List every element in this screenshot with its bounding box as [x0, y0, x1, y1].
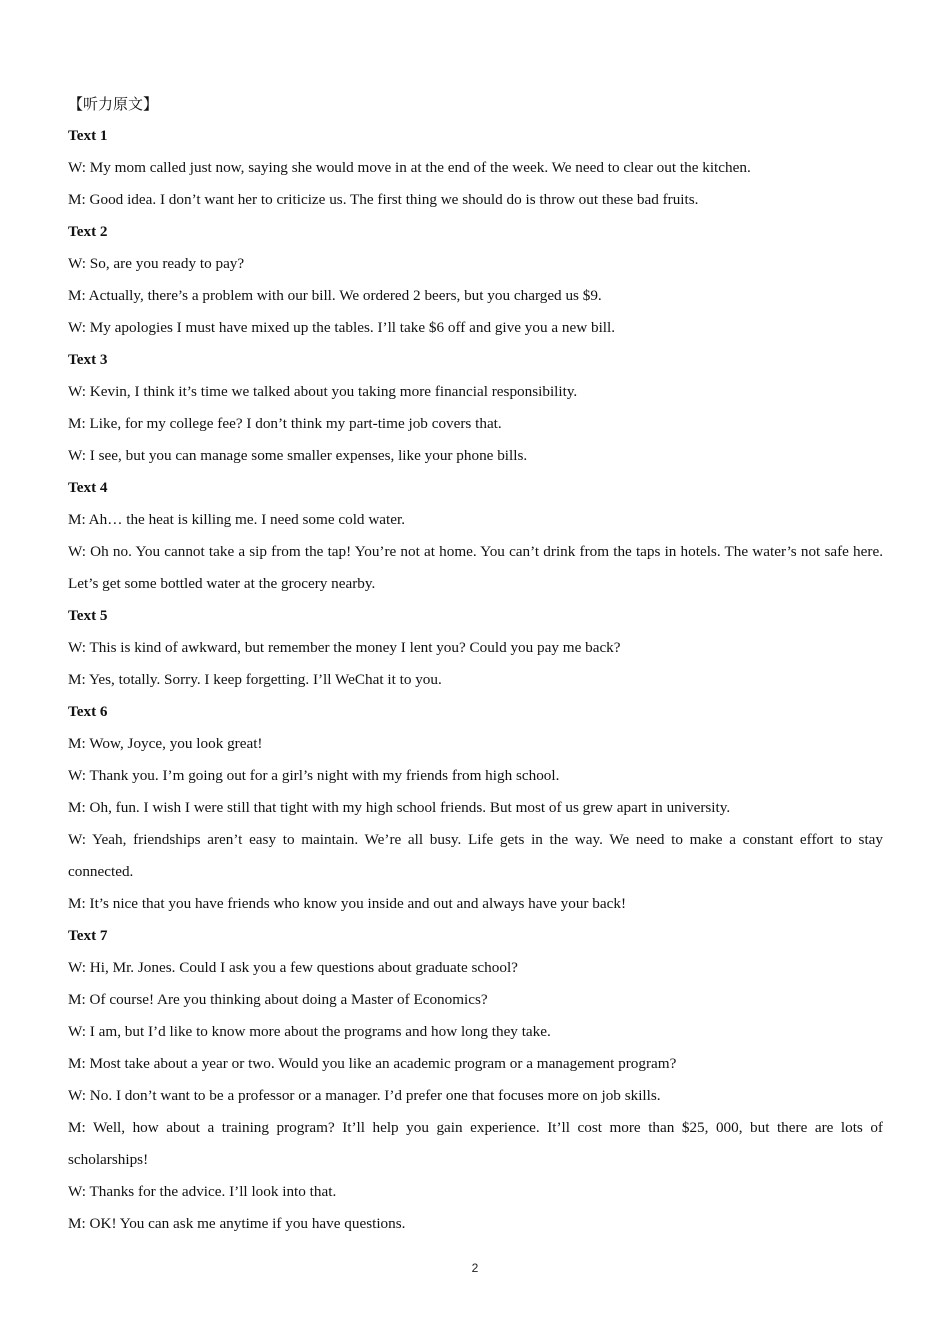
section-title: Text 4 — [68, 479, 108, 496]
dialogue-line: W: Oh no. You cannot take a sip from the tap! You’re not at home. You can’t drink from the taps in hotels. The water’s not safe here. Let’s get some bottled water at the grocery nearby. — [68, 543, 883, 592]
section-text-2 — [68, 216, 883, 344]
dialogue-line: M: Oh, fun. I wish I were still that tight with my high school friends. But most of us grew apart in university. — [68, 799, 731, 816]
dialogue-line: W: My mom called just now, saying she would move in at the end of the week. We need to clear out the kitchen. — [68, 159, 751, 176]
section-title: Text 1 — [68, 127, 108, 144]
section-title: Text 7 — [68, 927, 108, 944]
section-text-7 — [68, 920, 883, 1240]
section-text-5 — [68, 600, 883, 696]
section-title: Text 6 — [68, 703, 108, 720]
dialogue-line: W: I see, but you can manage some smaller expenses, like your phone bills. — [68, 447, 528, 464]
dialogue-line: M: Good idea. I don’t want her to criticize us. The first thing we should do is throw out these bad fruits. — [68, 191, 699, 208]
section-text-4 — [68, 472, 883, 600]
section-text-6 — [68, 696, 883, 920]
dialogue-line: W: Kevin, I think it’s time we talked about you taking more financial responsibility. — [68, 383, 578, 400]
dialogue-line: M: OK! You can ask me anytime if you have questions. — [68, 1215, 406, 1232]
dialogue-line: M: Wow, Joyce, you look great! — [68, 735, 263, 752]
dialogue-line: M: Like, for my college fee? I don’t think my part-time job covers that. — [68, 415, 502, 432]
dialogue-line: W: So, are you ready to pay? — [68, 255, 245, 272]
dialogue-line: W: Thanks for the advice. I’ll look into that. — [68, 1183, 337, 1200]
dialogue-line: W: No. I don’t want to be a professor or a manager. I’d prefer one that focuses more on job skills. — [68, 1087, 661, 1104]
dialogue-line: M: Ah… the heat is killing me. I need some cold water. — [68, 511, 406, 528]
section-text-3 — [68, 344, 883, 472]
dialogue-line: M: It’s nice that you have friends who know you inside and out and always have your back! — [68, 895, 627, 912]
dialogue-line: M: Well, how about a training program? It’ll help you gain experience. It’ll cost more than $25, 000, but there are lots of scholarships! — [68, 1119, 883, 1168]
transcript-heading: 【听力原文】 — [68, 95, 159, 113]
dialogue-line: W: This is kind of awkward, but remember the money I lent you? Could you pay me back? — [68, 639, 621, 656]
dialogue-line: W: Hi, Mr. Jones. Could I ask you a few questions about graduate school? — [68, 959, 518, 976]
section-title: Text 5 — [68, 607, 108, 624]
dialogue-line: W: I am, but I’d like to know more about the programs and how long they take. — [68, 1023, 551, 1040]
section-title: Text 2 — [68, 223, 108, 240]
section-title: Text 3 — [68, 351, 108, 368]
dialogue-line: W: Yeah, friendships aren’t easy to maintain. We’re all busy. Life gets in the way. We need to make a constant effort to stay connected. — [68, 831, 883, 880]
dialogue-line: W: Thank you. I’m going out for a girl’s night with my friends from high school. — [68, 767, 560, 784]
dialogue-line: M: Most take about a year or two. Would you like an academic program or a management program? — [68, 1055, 677, 1072]
dialogue-line: W: My apologies I must have mixed up the tables. I’ll take $6 off and give you a new bill. — [68, 319, 616, 336]
dialogue-line: M: Actually, there’s a problem with our bill. We ordered 2 beers, but you charged us $9. — [68, 287, 602, 304]
page-number: 2 — [471, 1261, 479, 1275]
dialogue-line: M: Yes, totally. Sorry. I keep forgetting. I’ll WeChat it to you. — [68, 671, 442, 688]
section-text-1 — [68, 120, 883, 216]
dialogue-line: M: Of course! Are you thinking about doing a Master of Economics? — [68, 991, 488, 1008]
listening-transcript — [68, 88, 883, 1240]
